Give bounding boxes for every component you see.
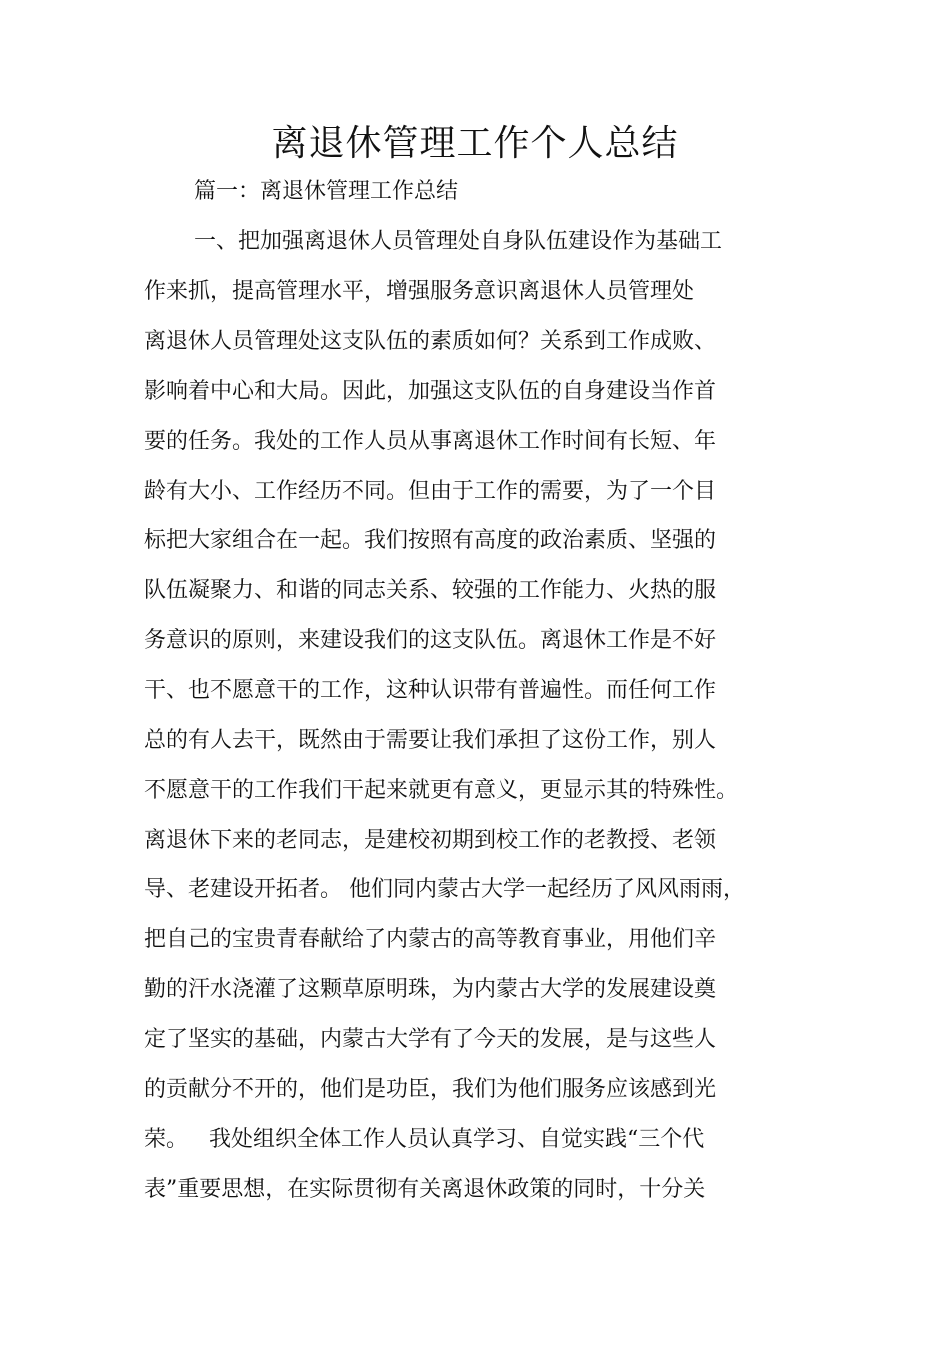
body-line: 总的有人去干，既然由于需要让我们承担了这份工作，别人 bbox=[144, 728, 717, 753]
body-line: 龄有大小、工作经历不同。但由于工作的需要，为了一个目 bbox=[144, 479, 717, 504]
body-line: 作来抓，提高管理水平，增强服务意识离退休人员管理处 bbox=[144, 279, 695, 304]
body-line: 导、老建设开拓者。 他们同内蒙古大学一起经历了风风雨雨， bbox=[144, 877, 745, 902]
body-line: 定了坚实的基础，内蒙古大学有了今天的发展，是与这些人 bbox=[144, 1027, 717, 1052]
document-subtitle: 篇一：离退休管理工作总结 bbox=[194, 179, 459, 204]
document-title: 离退休管理工作个人总结 bbox=[271, 123, 679, 164]
body-line: 要的任务。我处的工作人员从事离退休工作时间有长短、年 bbox=[144, 429, 717, 454]
body-line: 影响着中心和大局。因此，加强这支队伍的自身建设当作首 bbox=[144, 379, 717, 404]
body-line: 标把大家组合在一起。我们按照有高度的政治素质、坚强的 bbox=[144, 528, 717, 553]
body-line: 表”重要思想，在实际贯彻有关离退休政策的同时，十分关 bbox=[144, 1177, 706, 1202]
body-line: 的贡献分不开的，他们是功臣，我们为他们服务应该感到光 bbox=[144, 1077, 717, 1102]
body-line: 荣。 我处组织全体工作人员认真学习、自觉实践“三个代 bbox=[144, 1127, 705, 1152]
body-line: 不愿意干的工作我们干起来就更有意义，更显示其的特殊性。 bbox=[144, 778, 739, 803]
body-line: 干、也不愿意干的工作，这种认识带有普遍性。而任何工作 bbox=[144, 678, 717, 703]
body-line: 队伍凝聚力、和谐的同志关系、较强的工作能力、火热的服 bbox=[144, 578, 717, 603]
body-line: 勤的汗水浇灌了这颗草原明珠，为内蒙古大学的发展建设奠 bbox=[144, 977, 717, 1002]
body-line: 离退休人员管理处这支队伍的素质如何？关系到工作成败、 bbox=[144, 329, 717, 354]
body-line: 一、把加强离退休人员管理处自身队伍建设作为基础工 bbox=[194, 229, 723, 254]
body-line: 把自己的宝贵青春献给了内蒙古的高等教育事业，用他们辛 bbox=[144, 927, 717, 952]
body-line: 务意识的原则，来建设我们的这支队伍。离退休工作是不好 bbox=[144, 628, 717, 653]
body-line: 离退休下来的老同志，是建校初期到校工作的老教授、老领 bbox=[144, 828, 717, 853]
